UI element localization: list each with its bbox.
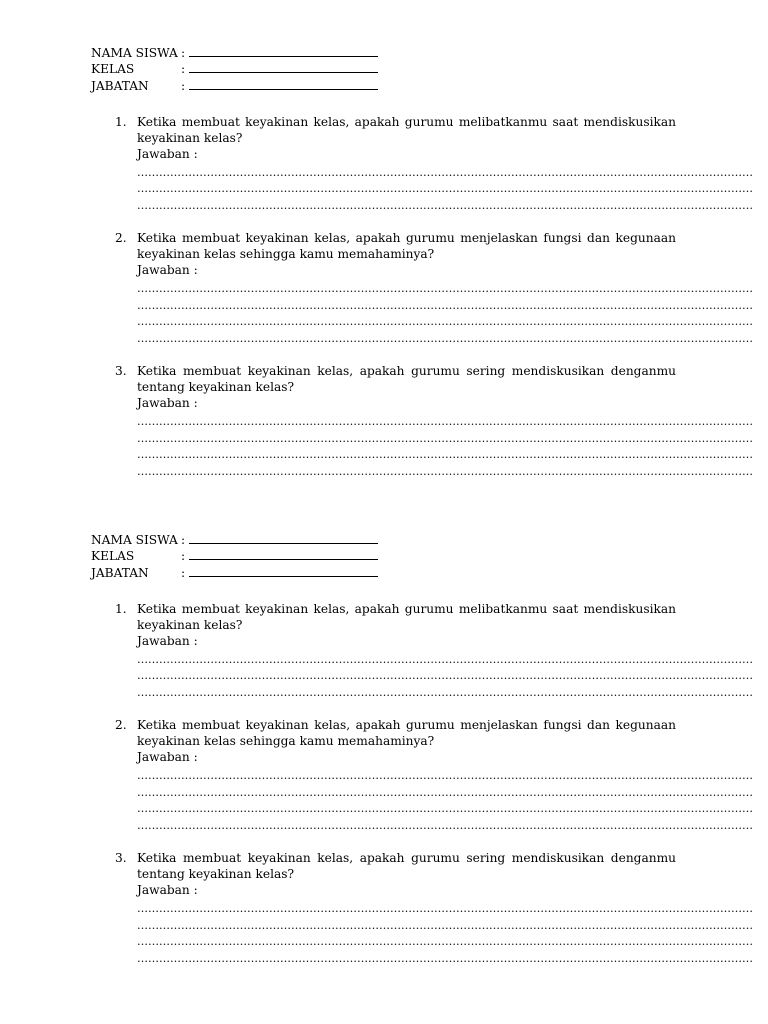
answer-line[interactable]: …………………………………………………………………………………………………………………………………………………… (137, 918, 753, 932)
name-row (91, 532, 676, 548)
question-list (91, 601, 753, 968)
position-label: JABATAN (91, 565, 149, 580)
answer-area[interactable] (137, 652, 753, 702)
question-item (91, 850, 753, 967)
answer-label: Jawaban : (137, 750, 198, 765)
answer-line[interactable]: …………………………………………………………………………………………………………………………………………………… (137, 282, 753, 296)
question-text: Ketika membuat keyakinan kelas, apakah gurumu sering mendiskusikan denganmu tentang keyakinan kelas? (137, 364, 676, 395)
position-field-line[interactable] (189, 566, 378, 577)
answer-line[interactable]: …………………………………………………………………………………………………………………………………………………… (137, 785, 753, 799)
name-colon: : (181, 533, 186, 547)
student-info-header (91, 532, 676, 581)
answer-line[interactable]: …………………………………………………………………………………………………………………………………………………… (137, 315, 753, 329)
answer-line[interactable]: …………………………………………………………………………………………………………………………………………………… (137, 685, 753, 699)
answer-line[interactable]: …………………………………………………………………………………………………………………………………………………… (137, 951, 753, 965)
position-label: JABATAN (91, 78, 149, 93)
class-row (91, 548, 676, 564)
question-item (91, 114, 753, 215)
class-label: KELAS (91, 549, 135, 564)
answer-area[interactable] (137, 768, 753, 834)
question-text: Ketika membuat keyakinan kelas, apakah gurumu menjelaskan fungsi dan kegunaan keyakinan kelas sehingga kamu memahaminya? (137, 231, 676, 262)
question-text: Ketika membuat keyakinan kelas, apakah gurumu menjelaskan fungsi dan kegunaan keyakinan kelas sehingga kamu memahaminya? (137, 718, 676, 749)
question-number: 1. (115, 601, 127, 616)
question-item (91, 230, 753, 347)
worksheet-form-2 (91, 532, 753, 983)
name-colon: : (181, 46, 186, 60)
position-colon: : (181, 565, 186, 580)
answer-line[interactable]: …………………………………………………………………………………………………………………………………………………… (137, 165, 753, 179)
question-item (91, 363, 753, 480)
question-number: 1. (115, 114, 127, 129)
name-field-line[interactable] (189, 533, 378, 544)
answer-label: Jawaban : (137, 883, 198, 898)
answer-line[interactable]: …………………………………………………………………………………………………………………………………………………… (137, 669, 753, 683)
position-field-line[interactable] (189, 79, 378, 90)
question-list (91, 114, 753, 481)
class-label: KELAS (91, 62, 135, 77)
answer-area[interactable] (137, 165, 753, 215)
question-item (91, 601, 753, 702)
question-number: 3. (115, 851, 127, 866)
answer-area[interactable] (137, 414, 753, 480)
answer-line[interactable]: …………………………………………………………………………………………………………………………………………………… (137, 818, 753, 832)
answer-line[interactable]: …………………………………………………………………………………………………………………………………………………… (137, 298, 753, 312)
position-colon: : (181, 78, 186, 93)
name-field-line[interactable] (189, 46, 378, 57)
class-row (91, 61, 676, 77)
question-number: 2. (115, 231, 127, 246)
answer-label: Jawaban : (137, 396, 198, 411)
answer-line[interactable]: …………………………………………………………………………………………………………………………………………………… (137, 652, 753, 666)
class-field-line[interactable] (189, 62, 378, 73)
answer-line[interactable]: …………………………………………………………………………………………………………………………………………………… (137, 182, 753, 196)
answer-line[interactable]: …………………………………………………………………………………………………………………………………………………… (137, 802, 753, 816)
answer-line[interactable]: …………………………………………………………………………………………………………………………………………………… (137, 431, 753, 445)
question-item (91, 717, 753, 834)
position-row (91, 78, 676, 94)
answer-line[interactable]: …………………………………………………………………………………………………………………………………………………… (137, 902, 753, 916)
class-field-line[interactable] (189, 549, 378, 560)
answer-line[interactable]: …………………………………………………………………………………………………………………………………………………… (137, 464, 753, 478)
answer-area[interactable] (137, 901, 753, 967)
name-label: NAMA SISWA (91, 46, 178, 60)
question-text: Ketika membuat keyakinan kelas, apakah gurumu sering mendiskusikan denganmu tentang keyakinan kelas? (137, 851, 676, 882)
position-row (91, 565, 676, 581)
class-colon: : (181, 549, 186, 564)
answer-line[interactable]: …………………………………………………………………………………………………………………………………………………… (137, 935, 753, 949)
student-info-header (91, 45, 676, 94)
class-colon: : (181, 62, 186, 77)
question-text: Ketika membuat keyakinan kelas, apakah gurumu melibatkanmu saat mendiskusikan keyakinan kelas? (137, 114, 676, 145)
answer-label: Jawaban : (137, 633, 198, 648)
answer-line[interactable]: …………………………………………………………………………………………………………………………………………………… (137, 331, 753, 345)
answer-line[interactable]: …………………………………………………………………………………………………………………………………………………… (137, 448, 753, 462)
name-label: NAMA SISWA (91, 533, 178, 547)
answer-area[interactable] (137, 281, 753, 347)
answer-line[interactable]: …………………………………………………………………………………………………………………………………………………… (137, 769, 753, 783)
answer-line[interactable]: …………………………………………………………………………………………………………………………………………………… (137, 415, 753, 429)
answer-label: Jawaban : (137, 146, 198, 161)
name-row (91, 45, 676, 61)
question-number: 2. (115, 718, 127, 733)
answer-line[interactable]: …………………………………………………………………………………………………………………………………………………… (137, 198, 753, 212)
question-text: Ketika membuat keyakinan kelas, apakah gurumu melibatkanmu saat mendiskusikan keyakinan kelas? (137, 601, 676, 632)
worksheet-form-1 (91, 45, 753, 496)
answer-label: Jawaban : (137, 263, 198, 278)
question-number: 3. (115, 364, 127, 379)
